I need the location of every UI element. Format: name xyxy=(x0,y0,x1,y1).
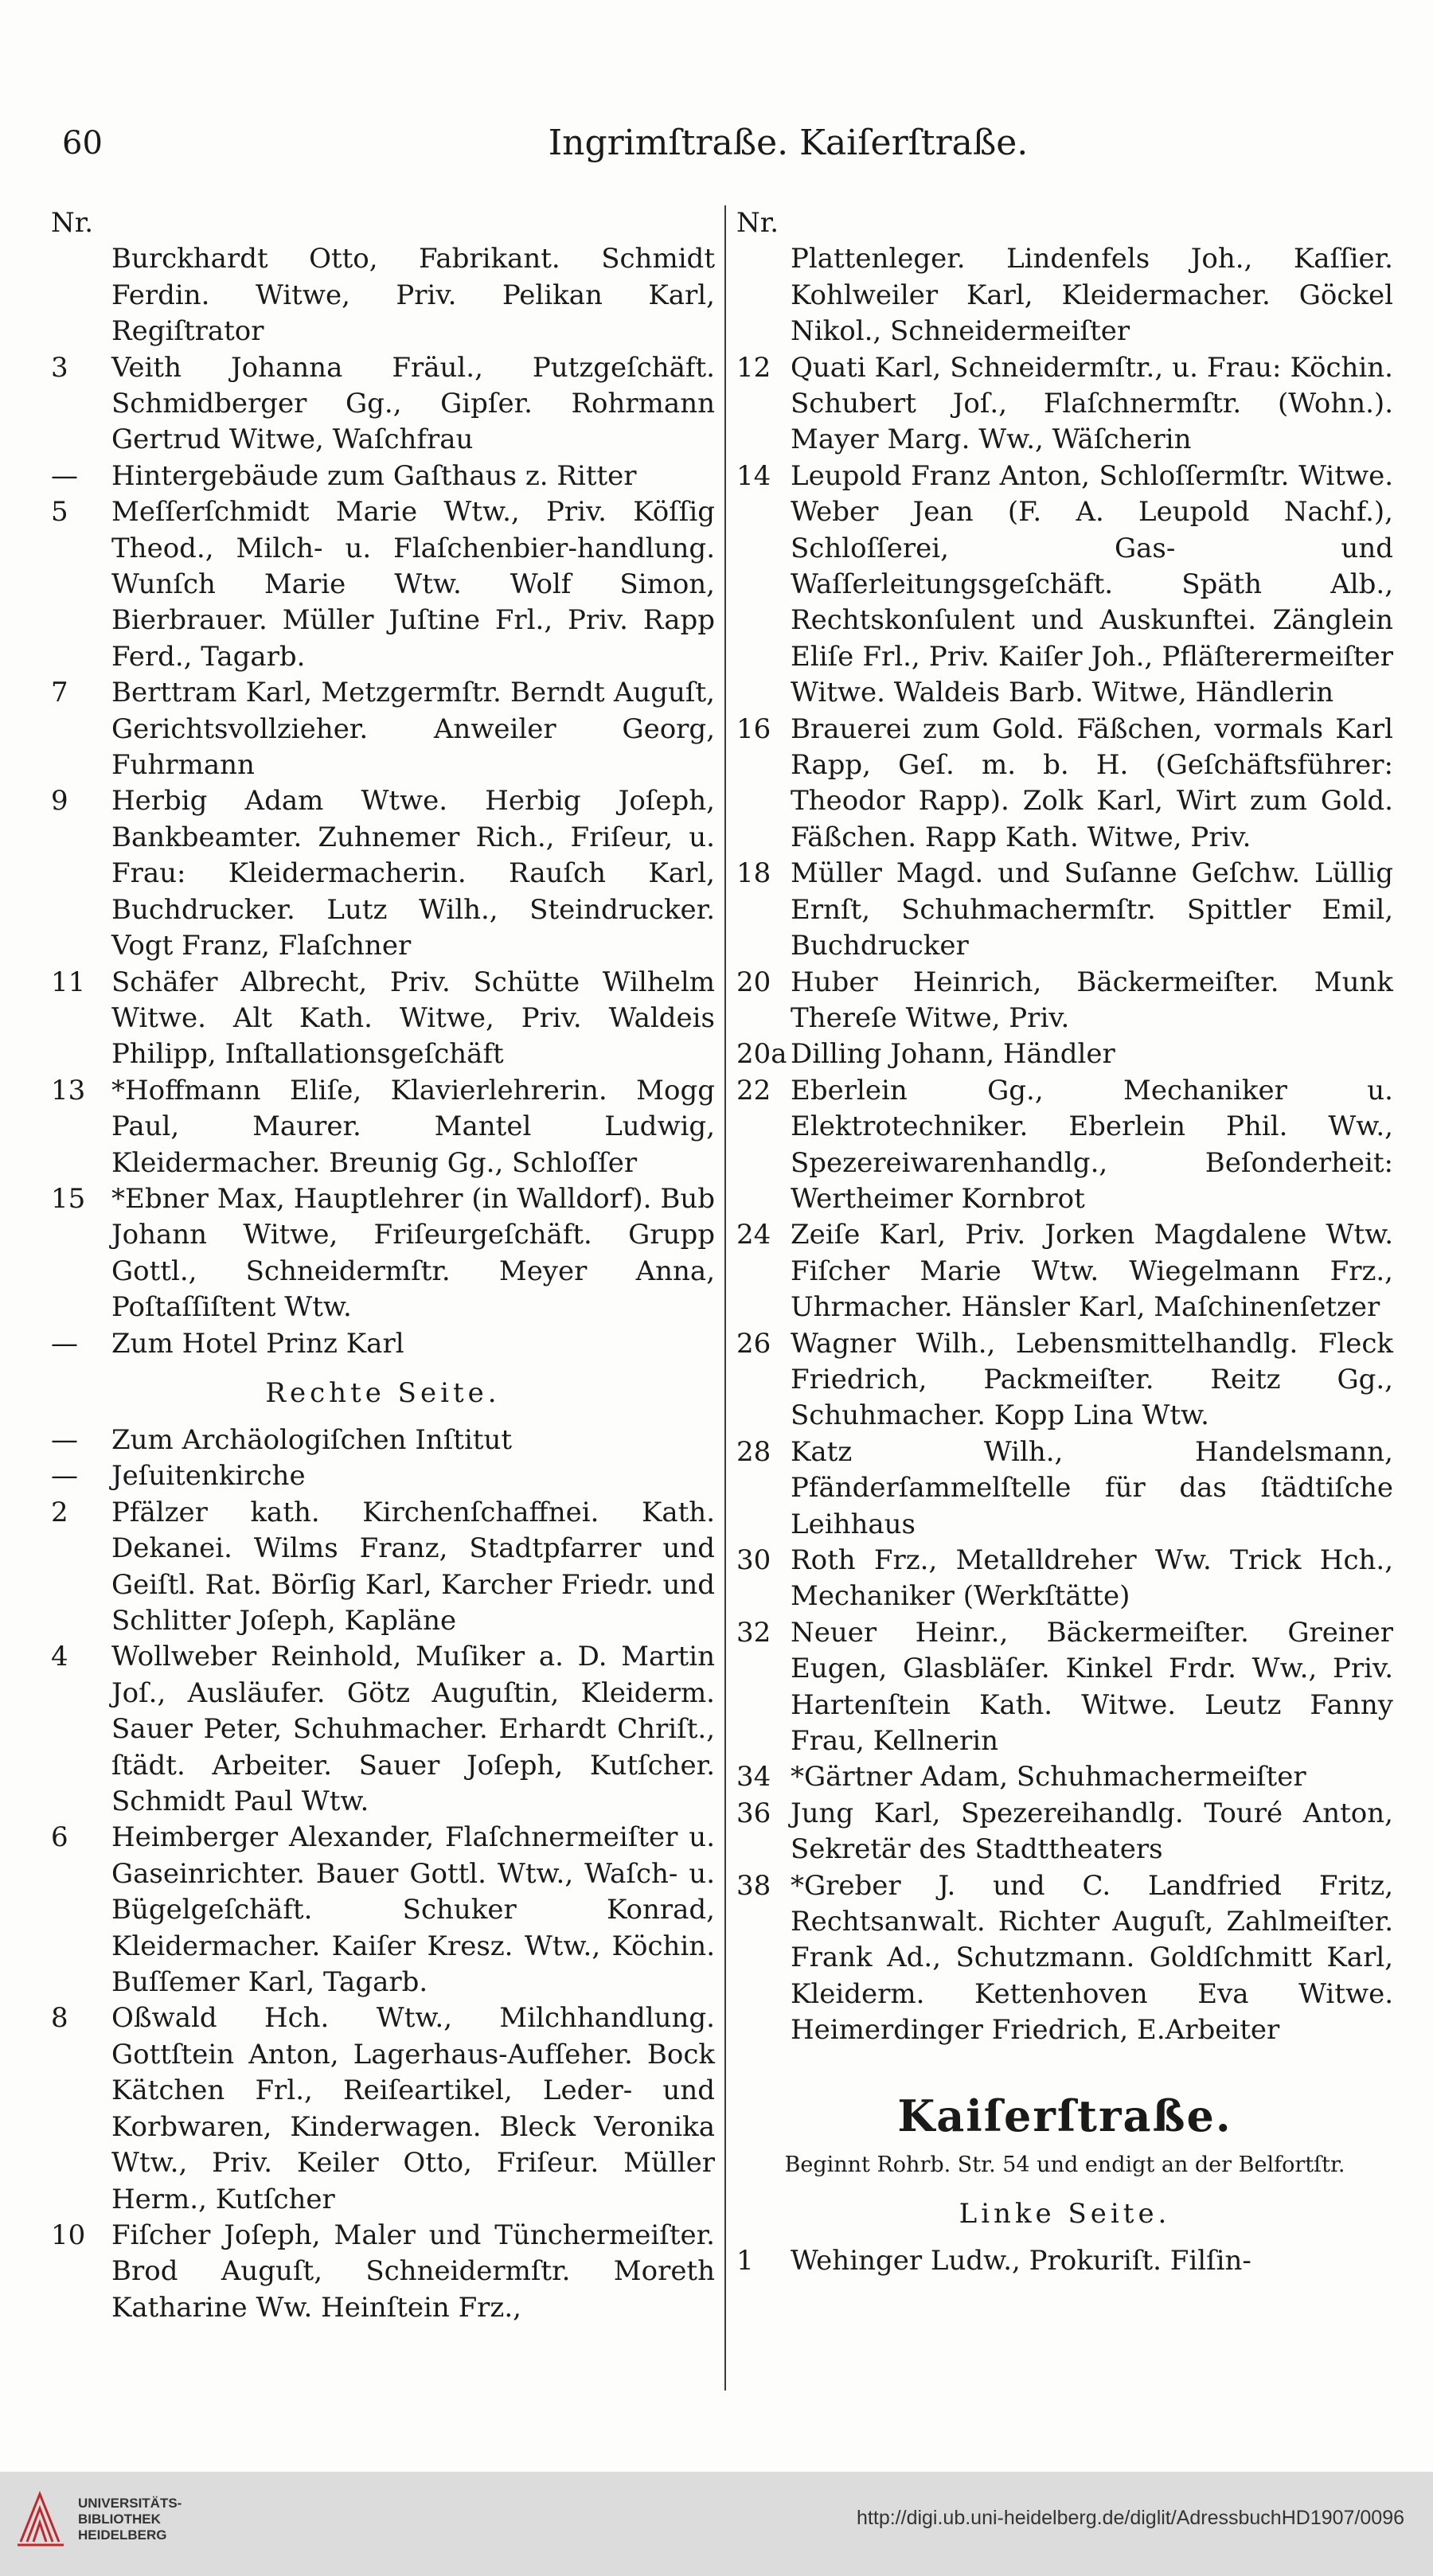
left-entries-b xyxy=(51,1423,715,2326)
house-number: 2 xyxy=(51,1496,68,1528)
house-number: 13 xyxy=(51,1074,86,1107)
directory-entry xyxy=(736,1073,1393,1218)
entry-text: Neuer Heinr., Bäckermeiſter. Greiner Eugen, Glasbläſer. Kinkel Frdr. Ww., Priv. Hartenſtein Kath. Witwe. Leutz Fanny Frau, Kellnerin xyxy=(791,1616,1393,1758)
entry-text: Pfälzer kath. Kirchenſchaffnei. Kath. Dekanei. Wilms Franz, Stadtpfarrer und Geiſtl. Rat. Börſig Karl, Karcher Friedr. und Schlitter Joſeph, Kapläne xyxy=(111,1496,715,1637)
directory-entry xyxy=(51,1820,715,2000)
directory-entry xyxy=(51,675,715,783)
left-column xyxy=(51,205,715,2326)
house-number: 18 xyxy=(736,857,771,890)
directory-entry xyxy=(51,1458,715,1494)
entry-text: Huber Heinrich, Bäckermeiſter. Munk Thereſe Witwe, Priv. xyxy=(791,966,1393,1034)
directory-entry xyxy=(736,856,1393,964)
directory-entry xyxy=(51,1639,715,1820)
logo-strokes xyxy=(18,2494,64,2545)
source-url-link[interactable]: http://digi.ub.uni-heidelberg.de/diglit/AdressbuchHD1907/0096 xyxy=(857,2507,1404,2529)
entry-text: Müller Magd. und Suſanne Geſchw. Lüllig Ernſt, Schuhmachermſtr. Spittler Emil, Buchdrucker xyxy=(791,857,1393,962)
footer-bar xyxy=(0,2472,1433,2576)
directory-entry xyxy=(51,1181,715,1326)
directory-entry xyxy=(51,965,715,1073)
house-number: 22 xyxy=(736,1074,771,1107)
section-heading: Linke Seite. xyxy=(959,2197,1171,2230)
entry-text: *Gärtner Adam, Schuhmachermeiſter xyxy=(791,1761,1306,1793)
directory-entry xyxy=(51,783,715,964)
directory-entry xyxy=(51,459,715,494)
house-number: 20 xyxy=(736,966,771,998)
directory-entry xyxy=(736,2243,1393,2279)
left-entries-a xyxy=(51,241,715,1362)
entry-text: Wagner Wilh., Lebensmittelhandlg. Fleck Friedrich, Packmeiſter. Reitz Gg., Schuhmacher. Kopp Lina Wtw. xyxy=(791,1327,1393,1432)
directory-entry xyxy=(736,965,1393,1037)
library-name-line: HEIDELBERG xyxy=(78,2527,167,2543)
house-number: 16 xyxy=(736,712,771,745)
entry-text: *Greber J. und C. Landfried Fritz, Rechtsanwalt. Richter Auguſt, Zahlmeiſter. Frank Ad., Schutzmann. Goldſchmitt Karl, Kleiderm. Kettenhoven Eva Witwe. Heimerdinger Friedrich, E.Arbeiter xyxy=(791,1869,1393,2047)
directory-entry xyxy=(736,241,1393,349)
column-divider xyxy=(724,205,726,2391)
house-number: 6 xyxy=(51,1821,68,1854)
entry-text: Zum Archäologiſchen Inſtitut xyxy=(111,1423,513,1456)
house-number: 20a xyxy=(736,1038,787,1071)
entry-text: Meſſerſchmidt Marie Wtw., Priv. Köſſig Theod., Milch- u. Flaſchenbier-handlung. Wunſch Marie Wtw. Wolf Simon, Bierbrauer. Müller Juſtine Frl., Priv. Rapp Ferd., Tagarb. xyxy=(111,496,715,673)
entry-text: Berttram Karl, Metzgermſtr. Berndt Auguſt, Gerichtsvollzieher. Anweiler Georg, Fuhrmann xyxy=(111,677,715,782)
directory-entry xyxy=(51,2000,715,2217)
entry-text: *Ebner Max, Hauptlehrer (in Walldorf). Bub Johann Witwe, Friſeurgeſchäft. Grupp Gottl., Schneidermſtr. Meyer Anna, Poſtaſſiſtent Wtw. xyxy=(111,1182,715,1324)
directory-entry xyxy=(736,1217,1393,1325)
directory-entry xyxy=(736,1326,1393,1434)
entry-text: Zeiſe Karl, Priv. Jorken Magdalene Wtw. Fiſcher Marie Wtw. Wiegelmann Frz., Uhrmacher. Hänsler Karl, Maſchinenſetzer xyxy=(791,1219,1393,1324)
directory-entry xyxy=(51,2218,715,2326)
house-number: 7 xyxy=(51,677,68,709)
entry-text: Oßwald Hch. Wtw., Milchhandlung. Gottſtein Anton, Lagerhaus-Aufſeher. Bock Kätchen Frl., Reiſeartikel, Leder- und Korbwaren, Kinderwagen. Bleck Veronika Wtw., Priv. Keiler Otto, Friſeur. Müller Herm., Kutſcher xyxy=(111,2002,715,2215)
directory-entry xyxy=(736,712,1393,857)
entry-text: Dilling Johann, Händler xyxy=(791,1038,1115,1071)
section-heading: Rechte Seite. xyxy=(265,1376,501,1409)
entry-text: Leupold Franz Anton, Schloſſermſtr. Witwe. Weber Jean (F. A. Leupold Nachf.), Schloſſerei, Gas- und Waſſerleitungsgeſchäft. Späth Alb., Rechtskonſulent und Auskunftei. Zänglein Eliſe Frl., Priv. Kaiſer Joh., Pfläſterermeiſter Witwe. Waldeis Barb. Witwe, Händlerin xyxy=(791,459,1393,709)
entry-text: Heimberger Alexander, Flaſchnermeiſter u. Gaseinrichter. Bauer Gottl. Wtw., Waſch- u. Bügelgeſchäft. Schuker Konrad, Kleidermacher. Kaiſer Kresz. Wtw., Köchin. Buſſemer Karl, Tagarb. xyxy=(111,1821,715,1999)
entry-text: Roth Frz., Metalldreher Ww. Trick Hch., Mechaniker (Werkſtätte) xyxy=(791,1544,1393,1613)
house-number: 5 xyxy=(51,496,68,529)
entry-text: Jeſuitenkirche xyxy=(111,1460,306,1493)
ub-heidelberg-logo-icon xyxy=(16,2486,65,2550)
entry-text: Eberlein Gg., Mechaniker u. Elektrotechniker. Eberlein Phil. Ww., Spezereiwarenhandlg., Beſonderheit: Wertheimer Kornbrot xyxy=(791,1074,1393,1215)
house-number: — xyxy=(51,1460,78,1493)
house-number: 28 xyxy=(736,1435,771,1468)
house-number: 9 xyxy=(51,785,68,818)
entry-text: Veith Johanna Fräul., Putzgeſchäft. Schmidberger Gg., Gipſer. Rohrmann Gertrud Witwe, Waſchfrau xyxy=(111,351,715,456)
house-number: 38 xyxy=(736,1869,771,1902)
library-name-line: UNIVERSITÄTS- xyxy=(78,2496,182,2511)
directory-entry xyxy=(51,1495,715,1640)
house-number: 10 xyxy=(51,2219,86,2251)
house-number: 1 xyxy=(736,2244,754,2277)
directory-entry xyxy=(51,1326,715,1362)
house-number: 26 xyxy=(736,1327,771,1360)
page-header xyxy=(0,119,1433,167)
directory-entry xyxy=(51,1073,715,1181)
entry-text: Hintergebäude zum Gaſthaus z. Ritter xyxy=(111,459,637,492)
right-entries-a xyxy=(736,241,1393,2048)
house-number: 30 xyxy=(736,1544,771,1577)
entry-text: Fiſcher Joſeph, Maler und Tünchermeiſter. Brod Auguſt, Schneidermſtr. Moreth Katharine Ww. Heinſtein Frz., xyxy=(111,2219,715,2324)
house-number: 36 xyxy=(736,1797,771,1829)
house-number: 34 xyxy=(736,1761,771,1793)
entry-text: Brauerei zum Gold. Fäßchen, vormals Karl Rapp, Geſ. m. b. H. (Geſchäftsführer: Theodor Rapp). Zolk Karl, Wirt zum Gold. Fäßchen. Rapp Kath. Witwe, Priv. xyxy=(791,712,1393,853)
right-entries-b xyxy=(736,2243,1393,2279)
street-title: Kaiſerſtraße. xyxy=(897,2090,1232,2141)
directory-entry xyxy=(736,1759,1393,1795)
entry-text: Schäfer Albrecht, Priv. Schütte Wilhelm Witwe. Alt Kath. Witwe, Priv. Waldeis Philipp, Inſtallationsgeſchäft xyxy=(111,966,715,1071)
directory-entry xyxy=(736,1796,1393,1868)
directory-entry xyxy=(736,459,1393,712)
directory-entry xyxy=(736,1868,1393,2049)
directory-entry xyxy=(736,1036,1393,1072)
house-number: — xyxy=(51,1423,78,1456)
entry-text: Wollweber Reinhold, Muſiker a. D. Martin Joſ., Ausläufer. Götz Auguſtin, Kleiderm. Sauer Peter, Schuhmacher. Erhardt Chriſt., ſtädt. Arbeiter. Sauer Joſeph, Kutſcher. Schmidt Paul Wtw. xyxy=(111,1641,715,1818)
page-number: 60 xyxy=(62,125,103,162)
house-number: 11 xyxy=(51,966,86,998)
house-number: 3 xyxy=(51,351,68,384)
house-number: 12 xyxy=(736,351,771,384)
directory-entry xyxy=(736,350,1393,459)
directory-entry xyxy=(736,1434,1393,1543)
directory-entry xyxy=(736,1543,1393,1615)
nr-label: Nr. xyxy=(51,207,94,239)
directory-entry xyxy=(51,241,715,349)
directory-entry xyxy=(51,494,715,675)
house-number: — xyxy=(51,1327,78,1360)
house-number: 8 xyxy=(51,2002,68,2035)
entry-text: Wehinger Ludw., Prokuriſt. Filſin- xyxy=(791,2244,1251,2277)
entry-text: Zum Hotel Prinz Karl xyxy=(111,1327,404,1360)
entry-text: Quati Karl, Schneidermſtr., u. Frau: Köchin. Schubert Joſ., Flaſchnermſtr. (Wohn.). Mayer Marg. Ww., Wäſcherin xyxy=(791,351,1393,456)
directory-entry xyxy=(51,350,715,459)
running-title: Ingrimſtraße. Kaiſerſtraße. xyxy=(548,123,1029,163)
house-number: — xyxy=(51,459,78,492)
directory-entry xyxy=(51,1423,715,1458)
house-number: 32 xyxy=(736,1616,771,1649)
house-number: 14 xyxy=(736,459,771,492)
house-number: 4 xyxy=(51,1641,68,1673)
street-subtitle: Beginnt Rohrb. Str. 54 und endigt an der Belfortſtr. xyxy=(784,2152,1345,2177)
entry-text: Burckhardt Otto, Fabrikant. Schmidt Ferdin. Witwe, Priv. Pelikan Karl, Regiſtrator xyxy=(111,243,715,348)
right-column xyxy=(736,205,1393,2279)
entry-text: Katz Wilh., Handelsmann, Pfänderſammelſtelle für das ſtädtiſche Leihhaus xyxy=(791,1435,1393,1540)
library-name-line: BIBLIOTHEK xyxy=(78,2512,161,2527)
entry-text: Jung Karl, Spezereihandlg. Touré Anton, Sekretär des Stadttheaters xyxy=(791,1797,1393,1866)
entry-text: Herbig Adam Wtwe. Herbig Joſeph, Bankbeamter. Zuhnemer Rich., Friſeur, u. Frau: Kleidermacherin. Rauſch Karl, Buchdrucker. Lutz Wilh., Steindrucker. Vogt Franz, Flaſchner xyxy=(111,785,715,962)
entry-text: Plattenleger. Lindenfels Joh., Kaſſier. Kohlweiler Karl, Kleidermacher. Göckel Nikol., Schneidermeiſter xyxy=(791,243,1393,348)
nr-label: Nr. xyxy=(736,207,779,239)
directory-entry xyxy=(736,1615,1393,1760)
house-number: 15 xyxy=(51,1182,86,1215)
entry-text: *Hoffmann Eliſe, Klavierlehrerin. Mogg Paul, Maurer. Mantel Ludwig, Kleidermacher. Breunig Gg., Schloſſer xyxy=(111,1074,715,1179)
library-name xyxy=(78,2496,182,2543)
house-number: 24 xyxy=(736,1219,771,1251)
